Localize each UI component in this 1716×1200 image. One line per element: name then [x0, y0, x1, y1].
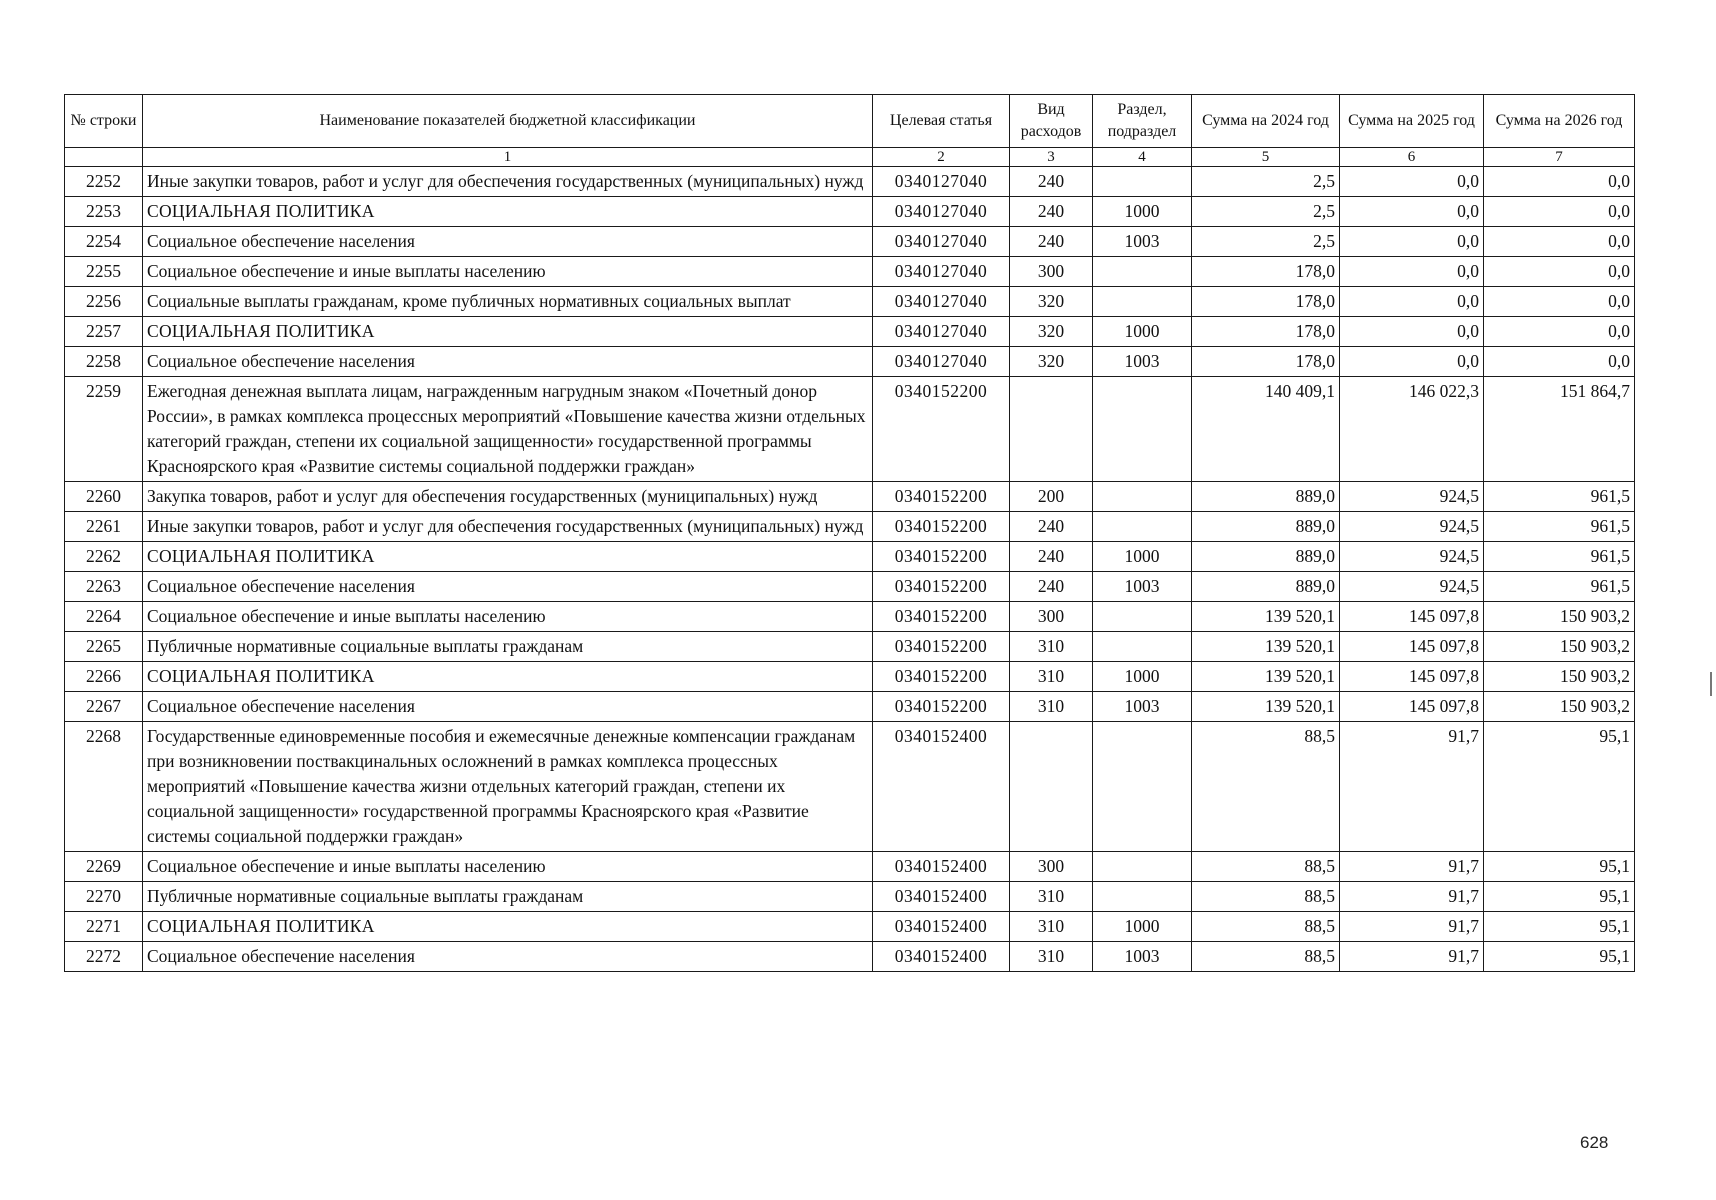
amount-2025-cell: 145 097,8	[1340, 662, 1484, 692]
target-article-cell: 0340127040	[873, 167, 1010, 197]
row-number-cell: 2267	[65, 692, 143, 722]
amount-2024-cell: 178,0	[1192, 317, 1340, 347]
indicator-name-cell: Социальные выплаты гражданам, кроме публичных нормативных социальных выплат	[143, 287, 873, 317]
target-article-cell: 0340152200	[873, 482, 1010, 512]
expense-type-cell: 240	[1010, 227, 1093, 257]
section-cell	[1093, 482, 1192, 512]
amount-2025-cell: 0,0	[1340, 227, 1484, 257]
amount-2026-cell: 95,1	[1484, 852, 1635, 882]
header-cell: Сумма на 2025 год	[1340, 95, 1484, 148]
amount-2026-cell: 0,0	[1484, 317, 1635, 347]
amount-2025-cell: 91,7	[1340, 852, 1484, 882]
section-cell: 1003	[1093, 227, 1192, 257]
section-cell: 1000	[1093, 662, 1192, 692]
amount-2024-cell: 140 409,1	[1192, 377, 1340, 482]
scan-edge-mark	[1710, 672, 1712, 696]
expense-type-cell: 310	[1010, 662, 1093, 692]
amount-2025-cell: 0,0	[1340, 287, 1484, 317]
section-cell: 1000	[1093, 542, 1192, 572]
table-row	[65, 287, 1635, 317]
amount-2026-cell: 95,1	[1484, 942, 1635, 972]
indicator-name-cell: Иные закупки товаров, работ и услуг для обеспечения государственных (муниципальных) нужд	[143, 167, 873, 197]
indicator-name-cell: Публичные нормативные социальные выплаты гражданам	[143, 882, 873, 912]
table-row	[65, 602, 1635, 632]
amount-2025-cell: 146 022,3	[1340, 377, 1484, 482]
target-article-cell: 0340152200	[873, 542, 1010, 572]
section-cell	[1093, 882, 1192, 912]
column-number-cell: 5	[1192, 148, 1340, 167]
expense-type-cell: 310	[1010, 882, 1093, 912]
expense-type-cell: 320	[1010, 347, 1093, 377]
table-row	[65, 227, 1635, 257]
target-article-cell: 0340127040	[873, 287, 1010, 317]
section-cell: 1003	[1093, 572, 1192, 602]
header-cell: Раздел, подраздел	[1093, 95, 1192, 148]
target-article-cell: 0340152400	[873, 722, 1010, 852]
amount-2024-cell: 178,0	[1192, 347, 1340, 377]
table-row	[65, 347, 1635, 377]
column-number-cell: 4	[1093, 148, 1192, 167]
amount-2025-cell: 0,0	[1340, 197, 1484, 227]
row-number-cell: 2259	[65, 377, 143, 482]
column-number-cell: 1	[143, 148, 873, 167]
amount-2025-cell: 924,5	[1340, 572, 1484, 602]
row-number-cell: 2262	[65, 542, 143, 572]
section-cell	[1093, 602, 1192, 632]
expense-type-cell: 310	[1010, 912, 1093, 942]
target-article-cell: 0340127040	[873, 347, 1010, 377]
section-cell	[1093, 167, 1192, 197]
row-number-cell: 2269	[65, 852, 143, 882]
header-cell: Сумма на 2024 год	[1192, 95, 1340, 148]
header-cell: Сумма на 2026 год	[1484, 95, 1635, 148]
amount-2025-cell: 91,7	[1340, 942, 1484, 972]
section-cell: 1003	[1093, 692, 1192, 722]
section-cell: 1003	[1093, 347, 1192, 377]
budget-table	[64, 94, 1635, 972]
column-number-row	[65, 148, 1635, 167]
row-number-cell: 2256	[65, 287, 143, 317]
header-cell: Целевая статья	[873, 95, 1010, 148]
row-number-cell: 2265	[65, 632, 143, 662]
row-number-cell: 2264	[65, 602, 143, 632]
section-cell: 1003	[1093, 942, 1192, 972]
amount-2026-cell: 0,0	[1484, 227, 1635, 257]
amount-2025-cell: 0,0	[1340, 257, 1484, 287]
page-number: 628	[1580, 1133, 1609, 1152]
expense-type-cell: 240	[1010, 512, 1093, 542]
target-article-cell: 0340152200	[873, 662, 1010, 692]
amount-2024-cell: 88,5	[1192, 912, 1340, 942]
amount-2025-cell: 145 097,8	[1340, 602, 1484, 632]
indicator-name-cell: Социальное обеспечение и иные выплаты населению	[143, 602, 873, 632]
amount-2026-cell: 961,5	[1484, 542, 1635, 572]
target-article-cell: 0340152400	[873, 882, 1010, 912]
indicator-name-cell: Социальное обеспечение населения	[143, 347, 873, 377]
expense-type-cell: 300	[1010, 852, 1093, 882]
target-article-cell: 0340152200	[873, 692, 1010, 722]
section-cell	[1093, 632, 1192, 662]
target-article-cell: 0340152400	[873, 852, 1010, 882]
indicator-name-cell: Социальное обеспечение населения	[143, 942, 873, 972]
amount-2025-cell: 145 097,8	[1340, 692, 1484, 722]
amount-2024-cell: 889,0	[1192, 482, 1340, 512]
table-row	[65, 942, 1635, 972]
target-article-cell: 0340152400	[873, 942, 1010, 972]
amount-2024-cell: 178,0	[1192, 287, 1340, 317]
indicator-name-cell: СОЦИАЛЬНАЯ ПОЛИТИКА	[143, 542, 873, 572]
row-number-cell: 2258	[65, 347, 143, 377]
amount-2024-cell: 139 520,1	[1192, 632, 1340, 662]
table-row	[65, 722, 1635, 852]
table-row	[65, 482, 1635, 512]
amount-2024-cell: 88,5	[1192, 852, 1340, 882]
amount-2026-cell: 961,5	[1484, 572, 1635, 602]
row-number-cell: 2253	[65, 197, 143, 227]
table-row	[65, 197, 1635, 227]
amount-2024-cell: 88,5	[1192, 882, 1340, 912]
amount-2024-cell: 178,0	[1192, 257, 1340, 287]
target-article-cell: 0340152400	[873, 912, 1010, 942]
indicator-name-cell: Государственные единовременные пособия и ежемесячные денежные компенсации гражданам при возникновении поствакцинальных осложнений в рамках комплекса процессных мероприятий «Повышение качества жизни отдельных категорий граждан, степени их социальной защищенности» государственной программы Красноярского края «Развитие системы социальной поддержки граждан»	[143, 722, 873, 852]
target-article-cell: 0340127040	[873, 257, 1010, 287]
table-row	[65, 542, 1635, 572]
amount-2025-cell: 924,5	[1340, 512, 1484, 542]
table-row	[65, 512, 1635, 542]
amount-2024-cell: 88,5	[1192, 942, 1340, 972]
header-cell: Вид расходов	[1010, 95, 1093, 148]
amount-2026-cell: 150 903,2	[1484, 692, 1635, 722]
row-number-cell: 2268	[65, 722, 143, 852]
amount-2024-cell: 2,5	[1192, 227, 1340, 257]
column-number-cell: 6	[1340, 148, 1484, 167]
expense-type-cell: 310	[1010, 692, 1093, 722]
table-row	[65, 167, 1635, 197]
target-article-cell: 0340127040	[873, 227, 1010, 257]
row-number-cell: 2261	[65, 512, 143, 542]
table-row	[65, 852, 1635, 882]
expense-type-cell: 310	[1010, 942, 1093, 972]
table-row	[65, 662, 1635, 692]
amount-2024-cell: 2,5	[1192, 167, 1340, 197]
expense-type-cell	[1010, 722, 1093, 852]
indicator-name-cell: Социальное обеспечение населения	[143, 227, 873, 257]
amount-2026-cell: 0,0	[1484, 257, 1635, 287]
indicator-name-cell: Социальное обеспечение населения	[143, 572, 873, 602]
section-cell	[1093, 512, 1192, 542]
table-row	[65, 377, 1635, 482]
table-row	[65, 692, 1635, 722]
amount-2024-cell: 88,5	[1192, 722, 1340, 852]
expense-type-cell	[1010, 377, 1093, 482]
amount-2025-cell: 924,5	[1340, 542, 1484, 572]
amount-2024-cell: 139 520,1	[1192, 602, 1340, 632]
expense-type-cell: 200	[1010, 482, 1093, 512]
amount-2025-cell: 924,5	[1340, 482, 1484, 512]
indicator-name-cell: СОЦИАЛЬНАЯ ПОЛИТИКА	[143, 912, 873, 942]
table-row	[65, 912, 1635, 942]
amount-2024-cell: 889,0	[1192, 542, 1340, 572]
target-article-cell: 0340152200	[873, 377, 1010, 482]
expense-type-cell: 320	[1010, 317, 1093, 347]
target-article-cell: 0340127040	[873, 197, 1010, 227]
amount-2024-cell: 889,0	[1192, 572, 1340, 602]
amount-2025-cell: 91,7	[1340, 912, 1484, 942]
indicator-name-cell: Закупка товаров, работ и услуг для обеспечения государственных (муниципальных) нужд	[143, 482, 873, 512]
indicator-name-cell: СОЦИАЛЬНАЯ ПОЛИТИКА	[143, 197, 873, 227]
amount-2024-cell: 139 520,1	[1192, 692, 1340, 722]
row-number-cell: 2272	[65, 942, 143, 972]
table-header	[65, 95, 1635, 167]
amount-2025-cell: 91,7	[1340, 722, 1484, 852]
amount-2026-cell: 95,1	[1484, 882, 1635, 912]
section-cell: 1000	[1093, 912, 1192, 942]
amount-2024-cell: 139 520,1	[1192, 662, 1340, 692]
amount-2025-cell: 91,7	[1340, 882, 1484, 912]
row-number-cell: 2271	[65, 912, 143, 942]
amount-2024-cell: 889,0	[1192, 512, 1340, 542]
target-article-cell: 0340152200	[873, 602, 1010, 632]
indicator-name-cell: СОЦИАЛЬНАЯ ПОЛИТИКА	[143, 662, 873, 692]
amount-2026-cell: 961,5	[1484, 512, 1635, 542]
section-cell	[1093, 287, 1192, 317]
indicator-name-cell: СОЦИАЛЬНАЯ ПОЛИТИКА	[143, 317, 873, 347]
row-number-cell: 2257	[65, 317, 143, 347]
row-number-cell: 2252	[65, 167, 143, 197]
expense-type-cell: 300	[1010, 602, 1093, 632]
target-article-cell: 0340152200	[873, 632, 1010, 662]
indicator-name-cell: Социальное обеспечение и иные выплаты населению	[143, 257, 873, 287]
column-number-cell	[65, 148, 143, 167]
header-cell: № строки	[65, 95, 143, 148]
indicator-name-cell: Ежегодная денежная выплата лицам, награжденным нагрудным знаком «Почетный донор России», в рамках комплекса процессных мероприятий «Повышение качества жизни отдельных категорий граждан, степени их социальной защищенности» государственной программы Красноярского края «Развитие системы социальной поддержки граждан»	[143, 377, 873, 482]
header-row	[65, 95, 1635, 148]
amount-2025-cell: 145 097,8	[1340, 632, 1484, 662]
indicator-name-cell: Публичные нормативные социальные выплаты гражданам	[143, 632, 873, 662]
section-cell	[1093, 852, 1192, 882]
section-cell	[1093, 722, 1192, 852]
amount-2024-cell: 2,5	[1192, 197, 1340, 227]
target-article-cell: 0340127040	[873, 317, 1010, 347]
section-cell	[1093, 377, 1192, 482]
indicator-name-cell: Иные закупки товаров, работ и услуг для обеспечения государственных (муниципальных) нужд	[143, 512, 873, 542]
indicator-name-cell: Социальное обеспечение и иные выплаты населению	[143, 852, 873, 882]
row-number-cell: 2270	[65, 882, 143, 912]
column-number-cell: 7	[1484, 148, 1635, 167]
section-cell	[1093, 257, 1192, 287]
amount-2026-cell: 0,0	[1484, 197, 1635, 227]
amount-2026-cell: 0,0	[1484, 347, 1635, 377]
indicator-name-cell: Социальное обеспечение населения	[143, 692, 873, 722]
row-number-cell: 2266	[65, 662, 143, 692]
amount-2026-cell: 150 903,2	[1484, 602, 1635, 632]
column-number-cell: 2	[873, 148, 1010, 167]
section-cell: 1000	[1093, 197, 1192, 227]
row-number-cell: 2263	[65, 572, 143, 602]
expense-type-cell: 240	[1010, 197, 1093, 227]
amount-2026-cell: 151 864,7	[1484, 377, 1635, 482]
amount-2026-cell: 150 903,2	[1484, 662, 1635, 692]
amount-2025-cell: 0,0	[1340, 347, 1484, 377]
table-body	[65, 167, 1635, 972]
table-row	[65, 257, 1635, 287]
expense-type-cell: 310	[1010, 632, 1093, 662]
expense-type-cell: 240	[1010, 572, 1093, 602]
row-number-cell: 2254	[65, 227, 143, 257]
table-row	[65, 317, 1635, 347]
amount-2026-cell: 0,0	[1484, 287, 1635, 317]
expense-type-cell: 240	[1010, 542, 1093, 572]
amount-2026-cell: 150 903,2	[1484, 632, 1635, 662]
expense-type-cell: 300	[1010, 257, 1093, 287]
table-row	[65, 882, 1635, 912]
row-number-cell: 2260	[65, 482, 143, 512]
target-article-cell: 0340152200	[873, 572, 1010, 602]
section-cell: 1000	[1093, 317, 1192, 347]
amount-2026-cell: 95,1	[1484, 912, 1635, 942]
column-number-cell: 3	[1010, 148, 1093, 167]
row-number-cell: 2255	[65, 257, 143, 287]
expense-type-cell: 320	[1010, 287, 1093, 317]
header-cell: Наименование показателей бюджетной классификации	[143, 95, 873, 148]
amount-2026-cell: 961,5	[1484, 482, 1635, 512]
amount-2025-cell: 0,0	[1340, 167, 1484, 197]
table-row	[65, 632, 1635, 662]
amount-2025-cell: 0,0	[1340, 317, 1484, 347]
table-row	[65, 572, 1635, 602]
target-article-cell: 0340152200	[873, 512, 1010, 542]
expense-type-cell: 240	[1010, 167, 1093, 197]
amount-2026-cell: 0,0	[1484, 167, 1635, 197]
amount-2026-cell: 95,1	[1484, 722, 1635, 852]
